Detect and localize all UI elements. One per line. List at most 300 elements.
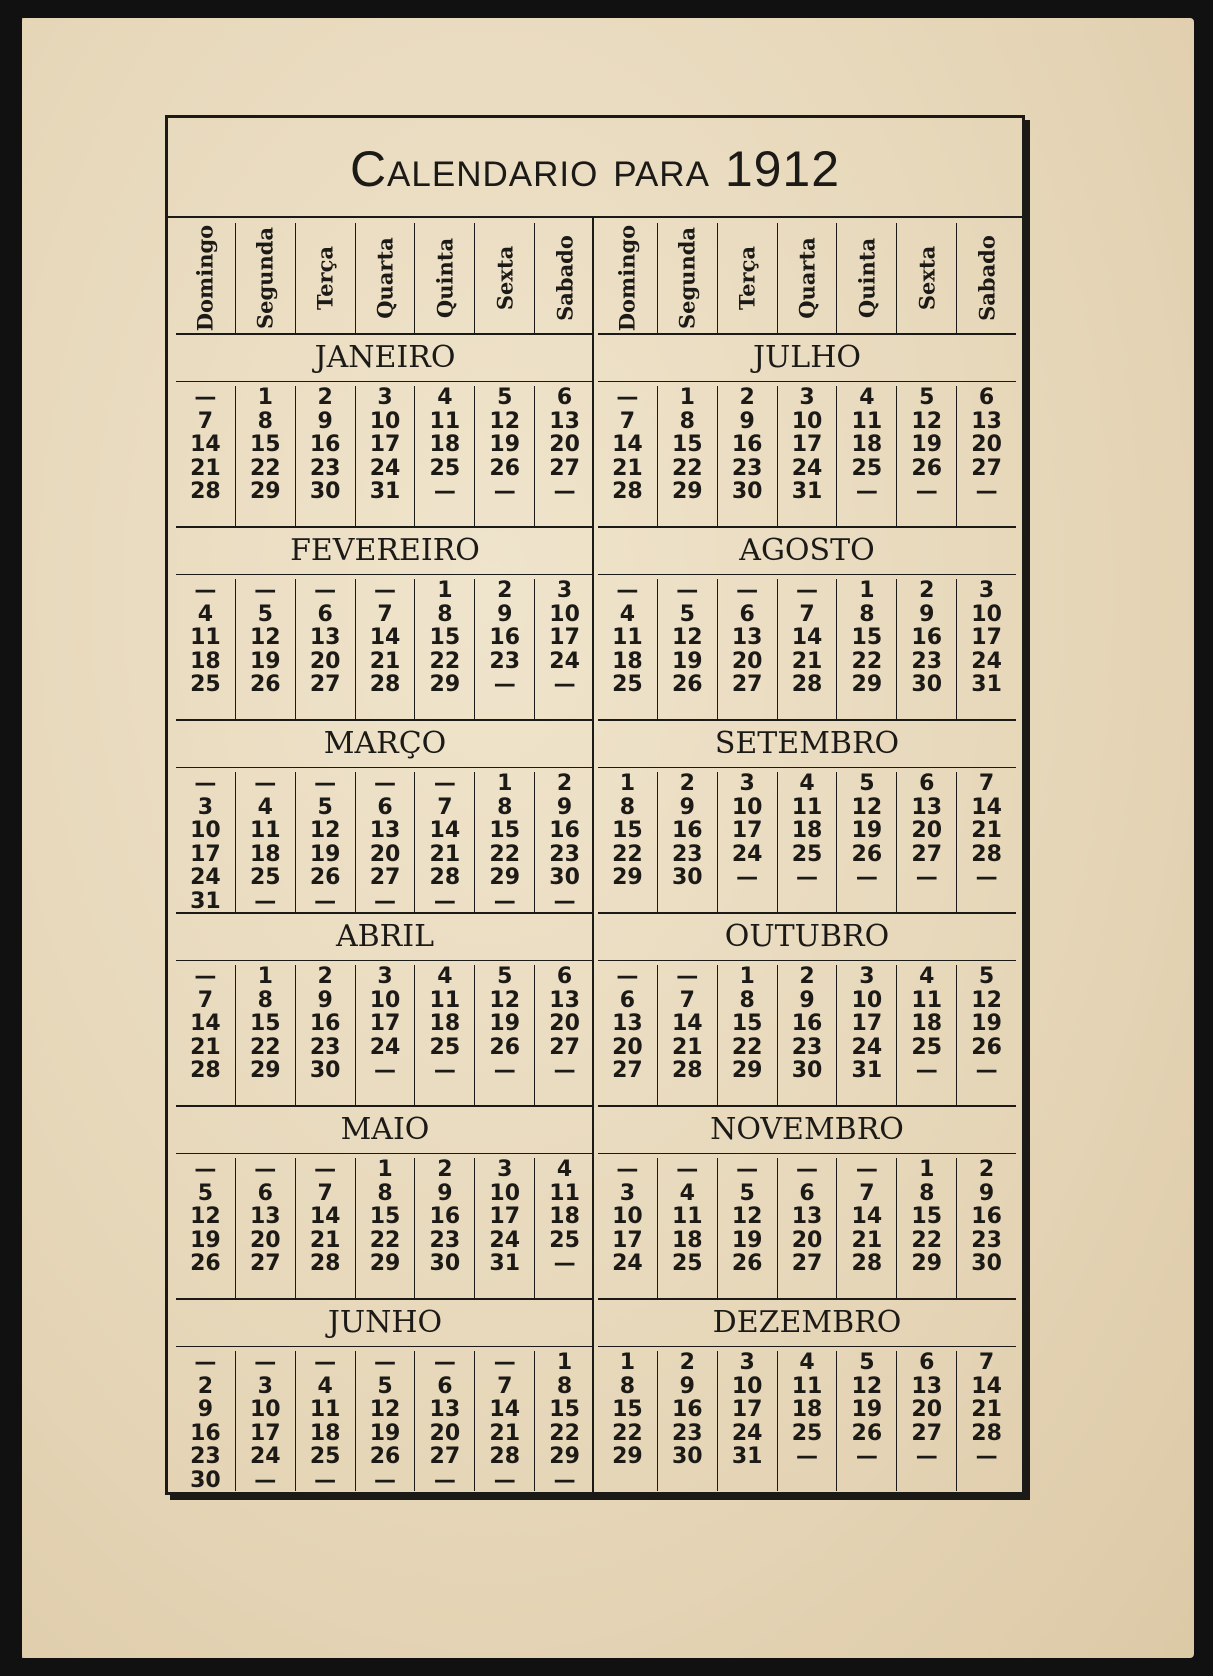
day-number: 5 xyxy=(317,794,333,820)
day-column xyxy=(474,965,534,1105)
day-number: 14 xyxy=(309,1204,341,1229)
day-number: 6 xyxy=(556,964,573,989)
month-grid xyxy=(176,1154,594,1298)
day-number: 26 xyxy=(851,841,883,867)
day-number: 18 xyxy=(791,1397,823,1422)
day-number: 29 xyxy=(612,865,643,890)
day-number: 1 xyxy=(556,1350,573,1375)
day-number: 23 xyxy=(911,648,943,674)
day-number: 5 xyxy=(497,385,513,410)
month-name: JANEIRO xyxy=(176,335,594,382)
day-number: 26 xyxy=(911,455,943,481)
day-number: 9 xyxy=(197,1397,214,1422)
day-column xyxy=(717,579,777,719)
day-number: 26 xyxy=(971,1034,1002,1060)
day-number: 14 xyxy=(369,625,401,650)
day-number: 14 xyxy=(612,432,643,457)
day-number: 7 xyxy=(317,1180,333,1206)
day-number: 29 xyxy=(249,479,281,504)
day-number: 5 xyxy=(197,1180,214,1206)
day-number: 3 xyxy=(739,1350,755,1375)
day-number: — xyxy=(975,865,998,890)
day-number: 3 xyxy=(556,578,573,603)
day-number: 2 xyxy=(679,1350,695,1375)
day-number: 24 xyxy=(249,1444,281,1469)
month-block xyxy=(176,335,594,528)
day-number: 1 xyxy=(859,578,875,603)
day-number: 6 xyxy=(556,385,573,410)
day-number: 12 xyxy=(309,818,341,843)
day-number: 31 xyxy=(971,672,1002,697)
day-number: 2 xyxy=(978,1157,995,1182)
day-column xyxy=(717,1158,777,1298)
day-column xyxy=(355,579,415,719)
day-number: 22 xyxy=(489,841,521,867)
day-number: 24 xyxy=(851,1034,883,1060)
day-number: 7 xyxy=(978,1350,995,1375)
day-number: 9 xyxy=(739,408,755,434)
day-number: 18 xyxy=(249,841,281,867)
day-number: 29 xyxy=(489,865,521,890)
day-number: 14 xyxy=(671,1011,703,1036)
day-number: 27 xyxy=(911,1420,943,1446)
day-number: — xyxy=(314,1467,337,1493)
day-number: 21 xyxy=(489,1420,521,1446)
day-number: 18 xyxy=(429,432,461,457)
day-column xyxy=(295,772,355,912)
day-column xyxy=(414,579,474,719)
day-number: 16 xyxy=(309,1011,341,1036)
day-number: — xyxy=(374,888,396,914)
day-number: — xyxy=(616,385,639,410)
day-number: 30 xyxy=(731,479,763,504)
day-number: — xyxy=(254,888,277,914)
day-number: 19 xyxy=(489,432,521,457)
day-number: 13 xyxy=(429,1397,461,1422)
day-number: 12 xyxy=(731,1204,763,1229)
weekday-label: Segunda xyxy=(252,226,278,330)
day-number: 28 xyxy=(791,672,823,697)
month-name: NOVEMBRO xyxy=(598,1107,1016,1154)
day-number: — xyxy=(855,479,878,504)
day-number: 2 xyxy=(497,578,513,603)
day-number: 5 xyxy=(377,1373,393,1399)
day-number: 26 xyxy=(309,865,341,890)
day-number: — xyxy=(676,964,699,989)
day-number: 17 xyxy=(791,432,823,457)
day-number: 10 xyxy=(731,794,763,820)
day-number: 7 xyxy=(497,1373,513,1399)
day-column xyxy=(414,772,474,912)
day-column xyxy=(534,1158,594,1298)
weekday-label: Quarta xyxy=(794,237,820,319)
day-column xyxy=(355,772,415,912)
day-number: 1 xyxy=(437,578,453,603)
day-column xyxy=(474,1158,534,1298)
month-block xyxy=(176,914,594,1107)
day-number: — xyxy=(493,479,516,504)
day-number: — xyxy=(553,888,576,914)
day-column xyxy=(777,965,837,1105)
day-column xyxy=(896,386,956,526)
day-number: — xyxy=(493,1058,516,1083)
day-number: — xyxy=(796,578,818,603)
weekday-label: Sabado xyxy=(552,235,578,321)
day-number: 15 xyxy=(429,625,461,650)
day-number: 18 xyxy=(549,1204,580,1229)
day-number: — xyxy=(433,1058,456,1083)
day-number: — xyxy=(736,865,759,890)
day-number: — xyxy=(374,578,396,603)
day-number: 18 xyxy=(309,1420,341,1446)
day-number: 12 xyxy=(671,625,703,650)
day-number: 15 xyxy=(612,1397,643,1422)
month-name: JULHO xyxy=(598,335,1016,382)
day-number: 6 xyxy=(919,771,935,796)
day-column xyxy=(176,579,235,719)
month-block xyxy=(176,528,594,721)
day-number: 11 xyxy=(671,1204,703,1229)
day-number: 8 xyxy=(739,987,755,1013)
month-grid xyxy=(598,1347,1016,1491)
day-number: 15 xyxy=(369,1204,401,1229)
day-number: 19 xyxy=(309,841,341,867)
day-number: 21 xyxy=(369,648,401,674)
day-number: 20 xyxy=(309,648,341,674)
month-name: OUTUBRO xyxy=(598,914,1016,961)
day-number: — xyxy=(433,771,456,796)
day-number: 16 xyxy=(489,625,521,650)
day-column xyxy=(474,1351,534,1491)
day-number: 17 xyxy=(369,432,401,457)
day-column xyxy=(657,1158,717,1298)
day-number: 1 xyxy=(619,1350,636,1375)
day-number: 15 xyxy=(549,1397,580,1422)
day-number: 18 xyxy=(429,1011,461,1036)
day-number: 5 xyxy=(859,1350,875,1375)
day-number: — xyxy=(493,1350,516,1375)
day-number: — xyxy=(553,672,576,697)
day-number: 15 xyxy=(731,1011,763,1036)
day-column xyxy=(235,386,295,526)
day-column xyxy=(598,1351,657,1491)
day-number: 18 xyxy=(671,1227,703,1253)
day-number: — xyxy=(796,1157,818,1182)
day-number: 31 xyxy=(851,1058,883,1083)
month-block xyxy=(176,721,594,914)
day-number: 29 xyxy=(249,1058,281,1083)
month-grid xyxy=(598,768,1016,912)
day-number: 31 xyxy=(489,1251,521,1276)
day-number: — xyxy=(314,888,337,914)
weekday-label: Sexta xyxy=(492,245,518,311)
day-column xyxy=(657,772,717,912)
day-number: 19 xyxy=(369,1420,401,1446)
day-number: 10 xyxy=(731,1373,763,1399)
day-number: 16 xyxy=(671,1397,703,1422)
day-number: 27 xyxy=(971,455,1002,481)
day-number: 28 xyxy=(971,841,1002,867)
day-number: 17 xyxy=(549,625,580,650)
day-number: 23 xyxy=(549,841,580,867)
day-number: 1 xyxy=(377,1157,393,1182)
day-column xyxy=(717,772,777,912)
day-number: 6 xyxy=(799,1180,815,1206)
day-number: 5 xyxy=(679,601,695,627)
day-column xyxy=(777,772,837,912)
weekday-label: Domingo xyxy=(614,224,640,332)
day-number: 9 xyxy=(317,987,333,1013)
day-number: 2 xyxy=(679,771,695,796)
day-column xyxy=(836,965,896,1105)
day-column xyxy=(896,579,956,719)
month-block xyxy=(598,335,1016,528)
day-column xyxy=(355,965,415,1105)
month-name: FEVEREIRO xyxy=(176,528,594,575)
day-number: 29 xyxy=(851,672,883,697)
day-number: — xyxy=(433,479,456,504)
day-number: 15 xyxy=(249,432,281,457)
weekday-cell xyxy=(176,223,235,333)
day-column xyxy=(474,579,534,719)
day-number: 17 xyxy=(731,818,763,843)
day-column xyxy=(534,579,594,719)
day-column xyxy=(235,965,295,1105)
day-number: 24 xyxy=(489,1227,521,1253)
day-number: 6 xyxy=(437,1373,453,1399)
day-number: 29 xyxy=(369,1251,401,1276)
day-number: 4 xyxy=(437,964,453,989)
weekday-cell xyxy=(295,223,355,333)
day-column xyxy=(176,772,235,912)
day-number: 21 xyxy=(971,1397,1002,1422)
day-column xyxy=(414,1158,474,1298)
day-number: 25 xyxy=(911,1034,943,1060)
day-number: 30 xyxy=(671,1444,703,1469)
day-number: 7 xyxy=(197,408,214,434)
day-number: 6 xyxy=(257,1180,273,1206)
day-column xyxy=(717,965,777,1105)
day-number: — xyxy=(796,1444,818,1469)
day-number: 19 xyxy=(489,1011,521,1036)
day-number: 21 xyxy=(190,1034,221,1060)
day-number: — xyxy=(374,771,396,796)
day-column xyxy=(534,1351,594,1491)
day-number: — xyxy=(676,578,699,603)
day-number: 24 xyxy=(731,841,763,867)
day-number: 28 xyxy=(429,865,461,890)
day-number: 13 xyxy=(249,1204,281,1229)
calendar-half-right xyxy=(598,223,1016,1489)
day-number: — xyxy=(314,771,337,796)
day-column xyxy=(956,1158,1016,1298)
day-number: 22 xyxy=(911,1227,943,1253)
day-number: 26 xyxy=(671,672,703,697)
day-number: 7 xyxy=(859,1180,875,1206)
day-number: 19 xyxy=(851,818,883,843)
day-number: 30 xyxy=(190,1467,221,1493)
day-number: 21 xyxy=(791,648,823,674)
day-number: 2 xyxy=(437,1157,453,1182)
day-number: 19 xyxy=(249,648,281,674)
weekday-label: Segunda xyxy=(674,226,700,330)
day-number: 21 xyxy=(190,455,221,481)
weekday-cell xyxy=(598,223,657,333)
day-number: 4 xyxy=(257,794,273,820)
month-name: DEZEMBRO xyxy=(598,1300,1016,1347)
day-number: 24 xyxy=(731,1420,763,1446)
day-number: 23 xyxy=(309,1034,341,1060)
day-column xyxy=(717,1351,777,1491)
day-number: — xyxy=(796,865,818,890)
day-number: 15 xyxy=(249,1011,281,1036)
day-column xyxy=(777,1351,837,1491)
day-column xyxy=(295,965,355,1105)
day-number: 17 xyxy=(489,1204,521,1229)
day-number: 28 xyxy=(190,479,221,504)
day-number: 18 xyxy=(911,1011,943,1036)
day-number: 14 xyxy=(851,1204,883,1229)
day-number: 14 xyxy=(791,625,823,650)
day-number: 27 xyxy=(549,455,580,481)
day-number: 27 xyxy=(309,672,341,697)
day-number: — xyxy=(314,1157,337,1182)
weekday-label: Sabado xyxy=(974,235,1000,321)
day-number: 11 xyxy=(309,1397,341,1422)
day-number: 13 xyxy=(791,1204,823,1229)
day-number: 18 xyxy=(851,432,883,457)
day-number: 30 xyxy=(971,1251,1002,1276)
day-number: 5 xyxy=(739,1180,755,1206)
month-name: ABRIL xyxy=(176,914,594,961)
day-number: — xyxy=(314,578,337,603)
day-number: 8 xyxy=(257,987,273,1013)
day-number: 11 xyxy=(791,1373,823,1399)
day-number: 8 xyxy=(619,1373,636,1399)
day-number: 14 xyxy=(190,1011,221,1036)
day-number: 7 xyxy=(619,408,636,434)
day-number: — xyxy=(194,964,217,989)
day-number: — xyxy=(975,1058,998,1083)
day-number: 27 xyxy=(911,841,943,867)
day-number: — xyxy=(374,1467,396,1493)
page-title: Calendario para 1912 xyxy=(349,141,841,197)
day-number: 17 xyxy=(369,1011,401,1036)
day-column xyxy=(836,1158,896,1298)
day-number: — xyxy=(374,1058,396,1083)
day-number: 18 xyxy=(190,648,221,674)
day-column xyxy=(717,386,777,526)
day-column xyxy=(598,772,657,912)
month-grid xyxy=(598,382,1016,526)
month-block xyxy=(176,1300,594,1493)
day-number: 13 xyxy=(911,794,943,820)
day-number: 5 xyxy=(978,964,995,989)
day-number: 31 xyxy=(791,479,823,504)
day-number: 24 xyxy=(549,648,580,674)
day-number: 28 xyxy=(971,1420,1002,1446)
day-number: 9 xyxy=(556,794,573,820)
day-number: 10 xyxy=(851,987,883,1013)
day-number: 9 xyxy=(679,1373,695,1399)
day-number: 12 xyxy=(971,987,1002,1013)
day-number: 10 xyxy=(369,408,401,434)
day-number: 3 xyxy=(377,385,393,410)
day-number: 16 xyxy=(791,1011,823,1036)
day-column xyxy=(956,579,1016,719)
day-number: 12 xyxy=(851,794,883,820)
day-column xyxy=(956,386,1016,526)
day-number: 6 xyxy=(377,794,393,820)
day-column xyxy=(836,386,896,526)
day-number: — xyxy=(975,479,998,504)
day-number: 16 xyxy=(671,818,703,843)
day-number: 29 xyxy=(612,1444,643,1469)
day-number: — xyxy=(194,1157,217,1182)
day-number: 2 xyxy=(556,771,573,796)
day-number: 29 xyxy=(911,1251,943,1276)
weekday-cell xyxy=(836,223,896,333)
day-number: 25 xyxy=(791,841,823,867)
day-number: 28 xyxy=(369,672,401,697)
day-number: 4 xyxy=(619,601,636,627)
day-number: — xyxy=(194,385,217,410)
day-number: 13 xyxy=(549,987,580,1013)
day-number: 20 xyxy=(429,1420,461,1446)
weekday-label: Quarta xyxy=(372,237,398,319)
day-number: 3 xyxy=(978,578,995,603)
weekday-cell xyxy=(474,223,534,333)
day-number: — xyxy=(736,1157,759,1182)
month-grid xyxy=(176,768,594,912)
day-number: 28 xyxy=(309,1251,341,1276)
day-column xyxy=(414,965,474,1105)
day-column xyxy=(355,1351,415,1491)
day-number: 14 xyxy=(429,818,461,843)
day-number: 10 xyxy=(249,1397,281,1422)
day-number: 22 xyxy=(369,1227,401,1253)
day-number: — xyxy=(855,865,878,890)
month-block xyxy=(598,721,1016,914)
day-number: 31 xyxy=(190,888,221,914)
day-number: 25 xyxy=(851,455,883,481)
weekday-label: Sexta xyxy=(914,245,940,311)
day-number: 2 xyxy=(739,385,755,410)
day-column xyxy=(777,1158,837,1298)
day-number: — xyxy=(254,1467,277,1493)
day-number: 7 xyxy=(377,601,393,627)
month-block xyxy=(176,1107,594,1300)
day-column xyxy=(295,1351,355,1491)
day-number: 14 xyxy=(489,1397,521,1422)
day-number: 3 xyxy=(197,794,214,820)
day-number: 15 xyxy=(911,1204,943,1229)
day-number: 10 xyxy=(549,601,580,627)
day-number: 11 xyxy=(612,625,643,650)
weekday-label: Quinta xyxy=(854,237,880,319)
day-number: 25 xyxy=(249,865,281,890)
day-number: 9 xyxy=(978,1180,995,1206)
day-number: — xyxy=(915,1444,938,1469)
weekday-header xyxy=(176,223,594,335)
day-number: 9 xyxy=(437,1180,453,1206)
day-column xyxy=(657,579,717,719)
day-number: 20 xyxy=(549,1011,580,1036)
day-number: 9 xyxy=(317,408,333,434)
month-block xyxy=(598,528,1016,721)
day-number: 23 xyxy=(791,1034,823,1060)
day-number: 14 xyxy=(190,432,221,457)
